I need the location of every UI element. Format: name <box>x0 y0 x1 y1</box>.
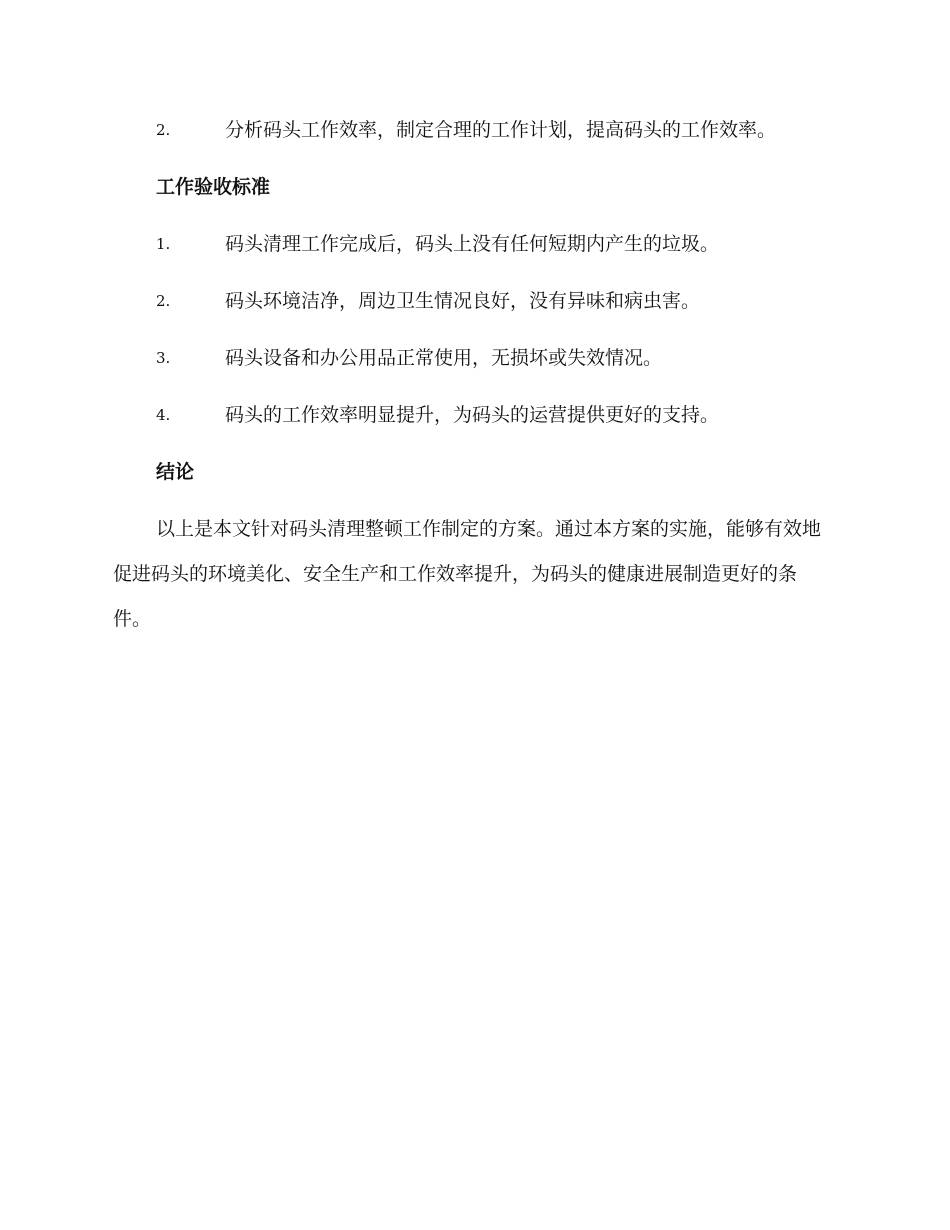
list-number: 2. <box>156 121 171 139</box>
list-text: 码头环境洁净，周边卫生情况良好，没有异味和病虫害。 <box>225 290 701 312</box>
list-number: 3. <box>156 349 171 367</box>
section-heading-conclusion: 结论 <box>156 461 195 483</box>
list-number: 1. <box>156 235 171 253</box>
list-item <box>113 279 833 324</box>
list-number: 4. <box>156 406 171 424</box>
list-item <box>113 393 833 438</box>
list-text: 码头的工作效率明显提升，为码头的运营提供更好的支持。 <box>225 404 720 426</box>
list-text: 码头清理工作完成后，码头上没有任何短期内产生的垃圾。 <box>225 233 720 255</box>
list-item <box>113 336 833 381</box>
section-heading-acceptance: 工作验收标准 <box>156 176 271 198</box>
list-item <box>113 108 833 153</box>
document-content <box>113 108 833 642</box>
list-item <box>113 222 833 267</box>
list-number: 2. <box>156 292 171 310</box>
conclusion-paragraph: 以上是本文针对码头清理整顿工作制定的方案。通过本方案的实施，能够有效地促进码头的环境美化、安全生产和工作效率提升，为码头的健康进展制造更好的条件。 <box>113 518 822 630</box>
list-text: 码头设备和办公用品正常使用，无损坏或失效情况。 <box>225 347 663 369</box>
list-text: 分析码头工作效率，制定合理的工作计划，提高码头的工作效率。 <box>225 119 777 141</box>
